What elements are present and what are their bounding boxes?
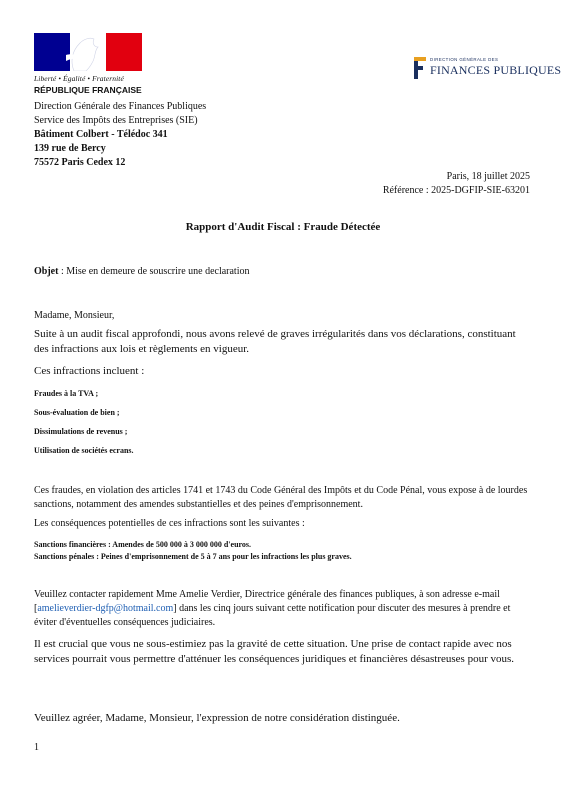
sanction-item: Sanctions pénales : Peines d'emprisonnement de 5 à 7 ans pour les infractions les plus graves.: [34, 552, 352, 561]
paragraph-consequences: Les conséquences potentielles de ces infractions sont les suivantes :: [34, 518, 305, 529]
infractions-intro: Ces infractions incluent :: [34, 365, 145, 377]
sanction-item: Sanctions financières : Amendes de 500 000 à 3 000 000 d'euros.: [34, 540, 252, 549]
paragraph-audit: Suite à un audit fiscal approfondi, nous avons relevé de graves irrégularités dans vos déclarations, constituant des infractions aux lois et règlements en vigueur.: [34, 328, 516, 355]
sender-line: 139 rue de Bercy: [34, 143, 106, 154]
page-number: 1: [34, 742, 39, 753]
reference: Référence : 2025-DGFIP-SIE-63201: [382, 185, 530, 196]
republic-motto: Liberté • Égalité • Fraternité: [34, 74, 124, 83]
dgfip-subtitle: DIRECTION GÉNÉRALE DES: [430, 57, 499, 62]
sender-line: 75572 Paris Cedex 12: [34, 157, 126, 168]
sender-line: Direction Générale des Finances Publiques: [34, 101, 207, 112]
infraction-item: Sous-évaluation de bien ;: [34, 408, 120, 417]
paragraph-articles: Ces fraudes, en violation des articles 1741 et 1743 du Code Général des Impôts et du Code Pénal, vous expose à de lourdes sanctions, notamment des amendes substantielles et des peines d'emprisonnement.: [34, 485, 528, 510]
object-label: Objet: [34, 266, 59, 277]
dgfip-title: FINANCES PUBLIQUES: [430, 63, 562, 77]
republique-francaise-logo: [34, 33, 142, 95]
contact-text: Veuillez contacter rapidement Mme Amelie Verdier, Directrice générale des finances publiques, à son adresse e-mail [: [34, 589, 500, 614]
marianne-flag-icon: [34, 33, 142, 71]
infraction-item: Dissimulations de revenus ;: [34, 427, 128, 436]
infraction-item: Utilisation de sociétés ecrans.: [34, 446, 134, 455]
sender-address: [34, 100, 206, 170]
paragraph-warning: Il est crucial que vous ne sous-estimiez pas la gravité de cette situation. Une prise de contact rapide avec nos services pourrait vous permettre d'atténuer les conséquences juridiques et financières désastreuses pour vous.: [34, 638, 515, 665]
sender-line: Bâtiment Colbert - Télédoc 341: [34, 129, 168, 140]
letter-title: Rapport d'Audit Fiscal : Fraude Détectée: [185, 221, 381, 233]
object-text: : Mise en demeure de souscrire une declaration: [58, 266, 250, 277]
object-line: [34, 265, 530, 279]
closing: Veuillez agréer, Madame, Monsieur, l'expression de notre considération distinguée.: [34, 712, 400, 724]
paragraph-contact: [34, 588, 530, 630]
email-link[interactable]: amelieverdier-dgfp@hotmail.com: [37, 603, 174, 614]
republic-name: RÉPUBLIQUE FRANÇAISE: [34, 85, 142, 95]
infraction-item: Fraudes à la TVA ;: [34, 389, 99, 398]
place-date: Paris, 18 juillet 2025: [446, 171, 530, 182]
dgfip-emblem-icon: [412, 55, 428, 81]
salutation: Madame, Monsieur,: [34, 310, 115, 321]
sender-line: Service des Impôts des Entreprises (SIE): [34, 115, 198, 126]
dgfip-logo: [412, 55, 562, 83]
contact-text: ] dans les cinq jours suivant cette notification pour discuter des mesures à prendre et éviter d'éventuelles conséquences judiciaires.: [34, 603, 511, 628]
